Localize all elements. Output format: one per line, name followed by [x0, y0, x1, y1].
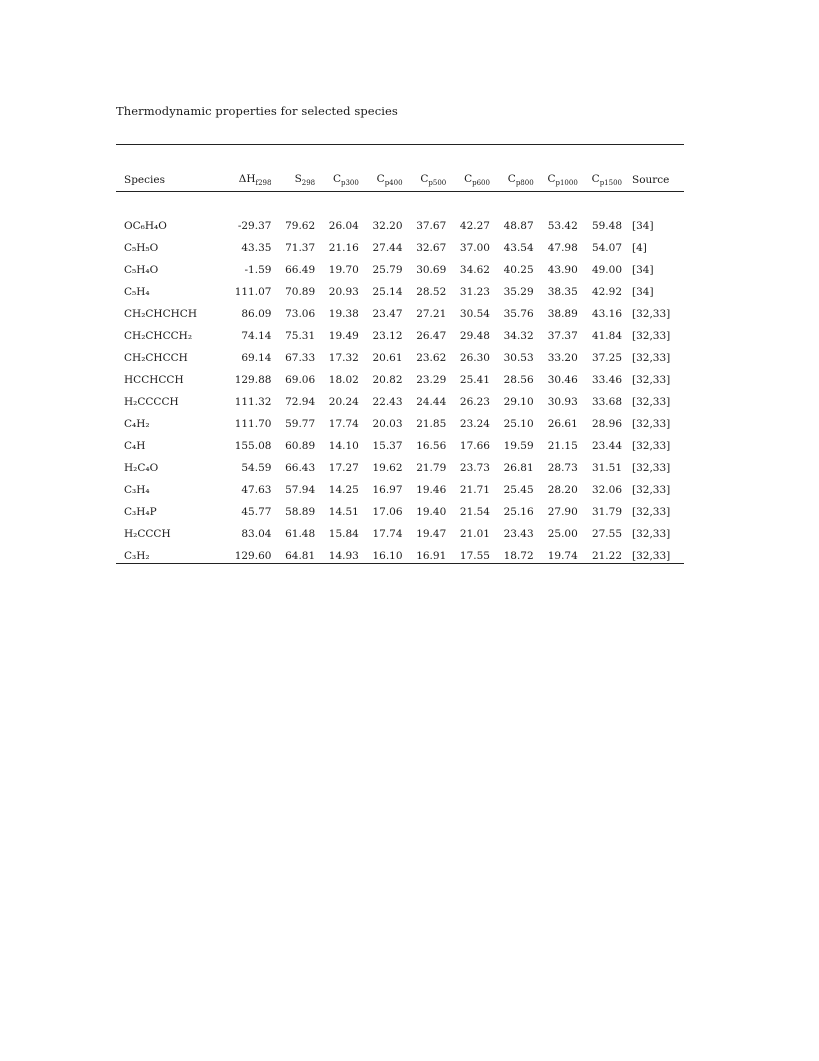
cell-species: CH₂CHCCH: [124, 352, 188, 364]
cell-s: 71.37: [285, 242, 316, 254]
cell-s: 72.94: [285, 396, 316, 408]
cell-dh: 111.70: [234, 418, 272, 430]
cell-cp1000: 30.46: [547, 374, 578, 386]
cell-source: [34]: [632, 286, 654, 298]
cell-cp1500: 31.51: [591, 462, 622, 474]
cell-cp800: 25.16: [503, 506, 534, 518]
cell-cp300: 14.93: [328, 550, 359, 562]
cell-cp400: 20.82: [372, 374, 403, 386]
cell-cp300: 14.10: [328, 440, 359, 452]
cell-cp1000: 33.20: [547, 352, 578, 364]
cell-cp600: 25.41: [459, 374, 490, 386]
table-row: [116, 435, 684, 457]
cell-dh: 45.77: [241, 506, 272, 518]
cell-source: [4]: [632, 242, 647, 254]
table-row: [116, 259, 684, 281]
cell-cp800: 35.76: [503, 308, 534, 320]
cell-dh: -1.59: [244, 264, 272, 276]
table-row: [116, 347, 684, 369]
cell-cp600: 26.30: [459, 352, 490, 364]
header-cp1000: $C_{p1000}$: [547, 172, 578, 188]
table-row: [116, 523, 684, 545]
cell-cp500: 21.85: [416, 418, 447, 430]
cell-cp1000: 26.61: [547, 418, 578, 430]
cell-cp500: 19.47: [416, 528, 447, 540]
cell-source: [32,33]: [632, 528, 671, 540]
cell-cp500: 27.21: [416, 308, 447, 320]
cell-s: 59.77: [285, 418, 316, 430]
header-cp1500: $C_{p1500}$: [591, 172, 622, 188]
cell-s: 70.89: [285, 286, 316, 298]
cell-cp800: 25.45: [503, 484, 534, 496]
cell-cp400: 25.14: [372, 286, 403, 298]
cell-cp300: 14.51: [328, 506, 359, 518]
cell-cp500: 26.47: [416, 330, 447, 342]
cell-cp1500: 23.44: [591, 440, 622, 452]
cell-cp500: 32.67: [416, 242, 447, 254]
cell-cp1500: 21.22: [591, 550, 622, 562]
cell-cp300: 15.84: [328, 528, 359, 540]
cell-cp400: 16.97: [372, 484, 403, 496]
cell-cp800: 40.25: [503, 264, 534, 276]
cell-species: C₄H: [124, 440, 146, 452]
cell-cp800: 29.10: [503, 396, 534, 408]
cell-species: CH₂CHCHCH: [124, 308, 197, 320]
cell-cp800: 28.56: [503, 374, 534, 386]
cell-cp800: 18.72: [503, 550, 534, 562]
table-row: [116, 413, 684, 435]
cell-dh: -29.37: [237, 220, 272, 232]
cell-cp600: 42.27: [459, 220, 490, 232]
cell-cp600: 26.23: [459, 396, 490, 408]
cell-dh: 83.04: [241, 528, 272, 540]
header-dh: $\Delta H_{f298}$: [238, 172, 272, 188]
cell-species: C₅H₅O: [124, 242, 159, 254]
cell-cp600: 17.66: [459, 440, 490, 452]
cell-cp500: 16.91: [416, 550, 447, 562]
cell-cp1500: 33.68: [591, 396, 622, 408]
table-top-rule: [116, 144, 684, 145]
cell-cp500: 19.46: [416, 484, 447, 496]
cell-source: [32,33]: [632, 330, 671, 342]
cell-species: C₅H₄: [124, 286, 150, 298]
table-row: [116, 479, 684, 501]
cell-cp600: 17.55: [459, 550, 490, 562]
cell-cp300: 26.04: [328, 220, 359, 232]
cell-source: [32,33]: [632, 506, 671, 518]
header-cp400: $C_{p400}$: [376, 172, 403, 188]
cell-cp1500: 32.06: [591, 484, 622, 496]
table-row: [116, 391, 684, 413]
cell-dh: 155.08: [234, 440, 272, 452]
cell-s: 66.49: [285, 264, 316, 276]
cell-cp600: 30.54: [459, 308, 490, 320]
header-cp600: $C_{p600}$: [464, 172, 490, 188]
cell-cp600: 21.54: [459, 506, 490, 518]
cell-cp300: 18.02: [328, 374, 359, 386]
cell-source: [32,33]: [632, 374, 671, 386]
cell-cp800: 23.43: [503, 528, 534, 540]
table-row: [116, 281, 684, 303]
cell-cp500: 23.62: [416, 352, 447, 364]
cell-species: C₅H₄O: [124, 264, 159, 276]
cell-source: [32,33]: [632, 308, 671, 320]
table-row: [116, 215, 684, 237]
cell-cp600: 31.23: [459, 286, 490, 298]
cell-cp400: 20.03: [372, 418, 403, 430]
cell-s: 66.43: [285, 462, 316, 474]
cell-cp1500: 31.79: [591, 506, 622, 518]
cell-dh: 54.59: [241, 462, 272, 474]
cell-cp500: 30.69: [416, 264, 447, 276]
cell-cp300: 21.16: [328, 242, 359, 254]
cell-source: [32,33]: [632, 484, 671, 496]
table-row: [116, 369, 684, 391]
cell-dh: 111.07: [234, 286, 272, 298]
cell-cp1500: 49.00: [591, 264, 622, 276]
table-spacer: [116, 192, 684, 215]
cell-s: 67.33: [285, 352, 316, 364]
cell-dh: 129.60: [234, 550, 272, 562]
cell-species: C₃H₂: [124, 550, 150, 562]
cell-dh: 111.32: [234, 396, 272, 408]
cell-dh: 43.35: [241, 242, 272, 254]
cell-cp1500: 33.46: [591, 374, 622, 386]
cell-source: [32,33]: [632, 440, 671, 452]
cell-cp400: 17.06: [372, 506, 403, 518]
cell-dh: 86.09: [241, 308, 272, 320]
header-source: Source: [632, 174, 670, 186]
cell-cp1000: 30.93: [547, 396, 578, 408]
cell-cp400: 32.20: [372, 220, 403, 232]
cell-cp300: 17.27: [328, 462, 359, 474]
cell-cp800: 25.10: [503, 418, 534, 430]
cell-cp600: 23.24: [459, 418, 490, 430]
cell-cp1000: 19.74: [547, 550, 578, 562]
header-cp500: $C_{p500}$: [420, 172, 447, 188]
cell-cp800: 26.81: [503, 462, 534, 474]
cell-cp500: 28.52: [416, 286, 447, 298]
cell-cp1000: 21.15: [547, 440, 578, 452]
cell-cp1500: 41.84: [591, 330, 622, 342]
table-row: [116, 545, 684, 567]
table-row: [116, 303, 684, 325]
cell-cp800: 19.59: [503, 440, 534, 452]
cell-source: [32,33]: [632, 462, 671, 474]
cell-cp600: 21.01: [459, 528, 490, 540]
cell-cp400: 22.43: [372, 396, 403, 408]
cell-species: HCCHCCH: [124, 374, 184, 386]
cell-cp500: 37.67: [416, 220, 447, 232]
cell-cp300: 14.25: [328, 484, 359, 496]
cell-cp400: 15.37: [372, 440, 403, 452]
cell-source: [32,33]: [632, 396, 671, 408]
header-cp800: $C_{p800}$: [507, 172, 534, 188]
cell-cp1500: 37.25: [591, 352, 622, 364]
cell-cp600: 29.48: [459, 330, 490, 342]
table-row: [116, 501, 684, 523]
cell-cp400: 27.44: [372, 242, 403, 254]
cell-cp300: 19.49: [328, 330, 359, 342]
cell-s: 64.81: [285, 550, 316, 562]
cell-cp1000: 27.90: [547, 506, 578, 518]
cell-species: C₃H₄P: [124, 506, 157, 518]
cell-source: [32,33]: [632, 550, 671, 562]
cell-cp500: 16.56: [416, 440, 447, 452]
cell-cp1500: 43.16: [591, 308, 622, 320]
table-body: [116, 192, 684, 567]
cell-species: C₄H₂: [124, 418, 150, 430]
cell-cp1000: 37.37: [547, 330, 578, 342]
cell-cp1000: 47.98: [547, 242, 578, 254]
cell-species: C₃H₄: [124, 484, 150, 496]
cell-species: OC₆H₄O: [124, 220, 167, 232]
table-header-row: [116, 168, 684, 192]
cell-cp400: 20.61: [372, 352, 403, 364]
cell-cp1500: 54.07: [591, 242, 622, 254]
cell-cp800: 30.53: [503, 352, 534, 364]
cell-cp600: 37.00: [459, 242, 490, 254]
cell-s: 61.48: [285, 528, 316, 540]
cell-cp800: 34.32: [503, 330, 534, 342]
cell-cp300: 17.74: [328, 418, 359, 430]
header-s298: $S_{298}$: [294, 172, 316, 188]
cell-s: 57.94: [285, 484, 316, 496]
table-row: [116, 237, 684, 259]
cell-cp300: 19.38: [328, 308, 359, 320]
header-species: Species: [124, 174, 165, 186]
cell-dh: 69.14: [241, 352, 272, 364]
cell-s: 58.89: [285, 506, 316, 518]
cell-cp1000: 43.90: [547, 264, 578, 276]
cell-species: CH₂CHCCH₂: [124, 330, 193, 342]
cell-dh: 47.63: [241, 484, 272, 496]
cell-cp400: 23.12: [372, 330, 403, 342]
cell-species: H₂CCCH: [124, 528, 171, 540]
cell-cp800: 43.54: [503, 242, 534, 254]
cell-cp300: 20.93: [328, 286, 359, 298]
cell-cp500: 24.44: [416, 396, 447, 408]
cell-cp1500: 42.92: [591, 286, 622, 298]
header-cp300: $C_{p300}$: [332, 172, 359, 188]
cell-source: [32,33]: [632, 352, 671, 364]
cell-cp300: 20.24: [328, 396, 359, 408]
cell-cp400: 25.79: [372, 264, 403, 276]
cell-cp1500: 28.96: [591, 418, 622, 430]
cell-cp400: 19.62: [372, 462, 403, 474]
cell-source: [34]: [632, 264, 654, 276]
cell-species: H₂C₄O: [124, 462, 159, 474]
cell-cp500: 21.79: [416, 462, 447, 474]
cell-s: 73.06: [285, 308, 316, 320]
cell-cp800: 35.29: [503, 286, 534, 298]
cell-cp600: 34.62: [459, 264, 490, 276]
cell-cp300: 17.32: [328, 352, 359, 364]
cell-s: 69.06: [285, 374, 316, 386]
cell-cp1000: 38.35: [547, 286, 578, 298]
cell-dh: 74.14: [241, 330, 272, 342]
cell-cp300: 19.70: [328, 264, 359, 276]
cell-cp500: 23.29: [416, 374, 447, 386]
cell-source: [34]: [632, 220, 654, 232]
cell-species: H₂CCCCH: [124, 396, 179, 408]
table-row: [116, 325, 684, 347]
cell-cp1000: 38.89: [547, 308, 578, 320]
cell-cp400: 23.47: [372, 308, 403, 320]
cell-s: 79.62: [285, 220, 316, 232]
cell-cp600: 21.71: [459, 484, 490, 496]
cell-cp1500: 59.48: [591, 220, 622, 232]
cell-cp800: 48.87: [503, 220, 534, 232]
cell-s: 60.89: [285, 440, 316, 452]
cell-cp1000: 25.00: [547, 528, 578, 540]
cell-dh: 129.88: [234, 374, 272, 386]
cell-cp1000: 28.20: [547, 484, 578, 496]
cell-cp1000: 28.73: [547, 462, 578, 474]
cell-cp600: 23.73: [459, 462, 490, 474]
cell-cp400: 17.74: [372, 528, 403, 540]
cell-cp500: 19.40: [416, 506, 447, 518]
cell-source: [32,33]: [632, 418, 671, 430]
table-caption: Thermodynamic properties for selected species: [116, 104, 398, 118]
cell-cp1500: 27.55: [591, 528, 622, 540]
table-row: [116, 457, 684, 479]
cell-cp1000: 53.42: [547, 220, 578, 232]
thermo-table: [116, 168, 684, 567]
cell-s: 75.31: [285, 330, 316, 342]
cell-cp400: 16.10: [372, 550, 403, 562]
